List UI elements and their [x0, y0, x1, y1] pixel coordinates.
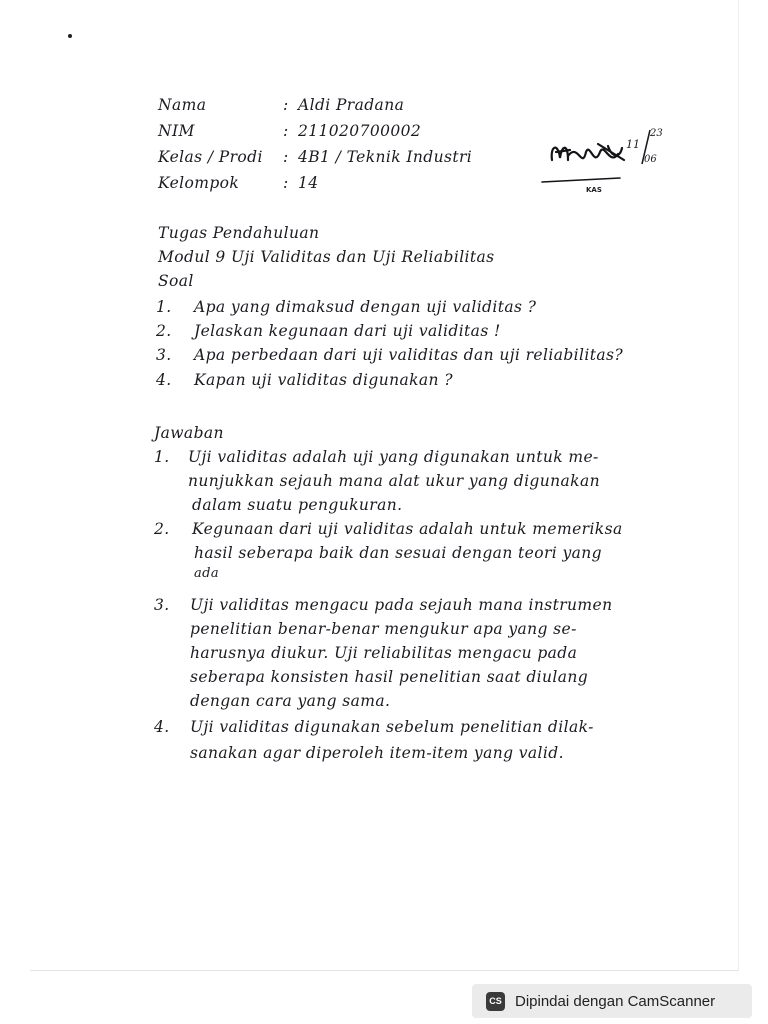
answer-line: Uji validitas digunakan sebelum penelitian dilak-: [190, 718, 594, 736]
identity-value-nama: Aldi Pradana: [298, 96, 405, 114]
question-number: 1.: [156, 298, 172, 316]
identity-value-kelas: 4B1 / Teknik Industri: [298, 148, 473, 166]
question-text: Apa perbedaan dari uji validitas dan uji reliabilitas?: [194, 346, 624, 364]
answer-line: harusnya diukur. Uji reliabilitas mengacu pada: [190, 644, 578, 662]
scanned-page: [30, 0, 739, 971]
answer-line: dengan cara yang sama.: [190, 692, 391, 710]
answer-line: hasil seberapa baik dan sesuai dengan teori yang: [194, 544, 602, 562]
question-number: 2.: [156, 322, 172, 340]
identity-label-nim: NIM: [158, 122, 195, 140]
answer-line: Uji validitas adalah uji yang digunakan untuk me-: [188, 448, 599, 466]
question-number: 3.: [156, 346, 172, 364]
answer-line: dalam suatu pengukuran.: [192, 496, 403, 514]
question-text: Jelaskan kegunaan dari uji validitas !: [194, 322, 501, 340]
question-text: Kapan uji validitas digunakan ?: [194, 371, 453, 389]
date-year: 23: [650, 128, 663, 139]
answer-line: seberapa konsisten hasil penelitian saat diulang: [190, 668, 589, 686]
answer-number: 3.: [154, 596, 170, 614]
identity-label-kelas: Kelas / Prodi: [158, 148, 263, 166]
identity-colon: :: [283, 174, 289, 192]
identity-colon: :: [283, 122, 289, 140]
assignment-module: Modul 9 Uji Validitas dan Uji Reliabilitas: [158, 248, 495, 266]
date-month: 06: [644, 154, 657, 165]
identity-value-nim: 211020700002: [298, 122, 422, 140]
answer-number: 2.: [154, 520, 170, 538]
camscanner-logo-icon: CS: [486, 992, 505, 1011]
question-text: Apa yang dimaksud dengan uji validitas ?: [194, 298, 537, 316]
ink-dot: [68, 34, 72, 38]
identity-value-kelompok: 14: [298, 174, 319, 192]
soal-heading: Soal: [158, 272, 194, 290]
signature-mark: [538, 130, 678, 200]
question-number: 4.: [156, 371, 172, 389]
answer-number: 1.: [154, 448, 170, 466]
answer-line: sanakan agar diperoleh item-item yang valid.: [190, 744, 564, 762]
answer-number: 4.: [154, 718, 170, 736]
identity-colon: :: [283, 96, 289, 114]
identity-colon: :: [283, 148, 289, 166]
assignment-title: Tugas Pendahuluan: [158, 224, 320, 242]
camscanner-label: Dipindai dengan CamScanner: [515, 992, 716, 1010]
answer-line: Uji validitas mengacu pada sejauh mana instrumen: [190, 596, 613, 614]
answer-line: penelitian benar-benar mengukur apa yang se-: [190, 620, 577, 638]
answer-line: ada: [194, 566, 220, 581]
camscanner-badge: [472, 984, 752, 1018]
svg-text:KAS: KAS: [586, 186, 602, 194]
identity-label-kelompok: Kelompok: [158, 174, 240, 192]
answer-line: nunjukkan sejauh mana alat ukur yang digunakan: [188, 472, 600, 490]
date-day: 11: [626, 138, 640, 151]
identity-label-nama: Nama: [158, 96, 207, 114]
answer-line: Kegunaan dari uji validitas adalah untuk memeriksa: [192, 520, 623, 538]
jawaban-heading: Jawaban: [154, 424, 224, 442]
